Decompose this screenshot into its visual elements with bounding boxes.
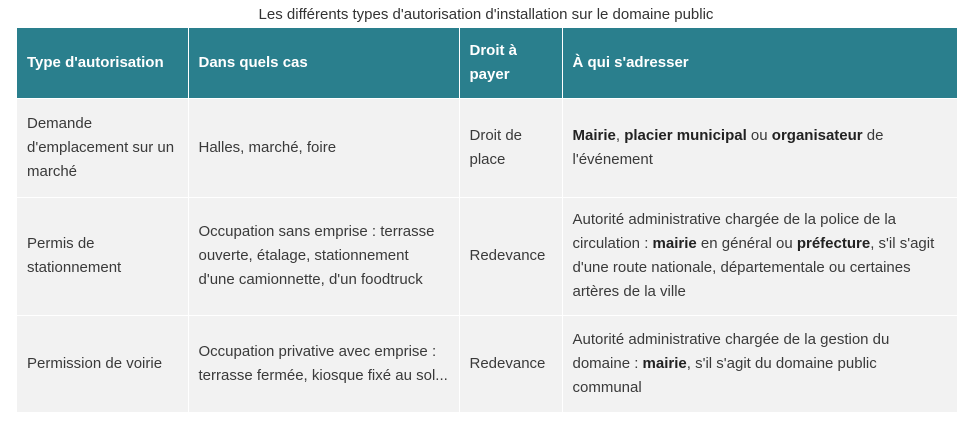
header-cas: Dans quels cas [188, 28, 459, 98]
bold-text: placier municipal [624, 126, 747, 144]
bold-text: mairie [642, 354, 687, 372]
table-row [17, 197, 957, 315]
cell-cas: Occupation sans emprise : terrasse ouverte, étalage, stationnement d'une camionnette, d'un foodtruck [188, 197, 459, 315]
cell-text: Autorité administrative chargée de la gestion du domaine : [572, 330, 890, 372]
cell-qui [562, 315, 957, 412]
header-qui: À qui s'adresser [562, 28, 957, 98]
table-row [17, 98, 957, 197]
bold-text: organisateur [771, 126, 863, 144]
cell-text: ou [746, 126, 772, 144]
cell-droit: Redevance [459, 197, 562, 315]
cell-qui [562, 197, 957, 315]
bold-text: mairie [652, 235, 697, 252]
cell-text: de l'événement [572, 126, 884, 168]
cell-text: Autorité administrative chargée de la police de la circulation : [572, 211, 897, 252]
cell-droit: Redevance [459, 315, 562, 412]
cell-text: en général ou [696, 235, 797, 252]
cell-cas: Halles, marché, foire [188, 98, 459, 197]
cell-text: , s'il s'agit du domaine public communal [572, 354, 877, 396]
table-header-row [17, 28, 957, 98]
cell-type: Demande d'emplacement sur un marché [17, 98, 188, 197]
bold-text: Mairie [572, 126, 616, 144]
cell-type: Permis de stationnement [17, 197, 188, 315]
cell-text: , s'il s'agit d'une route nationale, départementale ou certaines artères de la ville [572, 235, 935, 300]
table-caption: Les différents types d'autorisation d'installation sur le domaine public [258, 6, 714, 23]
header-type: Type d'autorisation [17, 28, 188, 98]
table-row [17, 315, 957, 412]
authorization-table [17, 28, 957, 412]
cell-cas: Occupation privative avec emprise : terrasse fermée, kiosque fixé au sol... [188, 315, 459, 412]
cell-type: Permission de voirie [17, 315, 188, 412]
bold-text: préfecture [796, 235, 871, 252]
header-droit: Droit à payer [459, 28, 562, 98]
cell-text: , [615, 126, 625, 144]
cell-droit: Droit de place [459, 98, 562, 197]
cell-qui [562, 98, 957, 197]
